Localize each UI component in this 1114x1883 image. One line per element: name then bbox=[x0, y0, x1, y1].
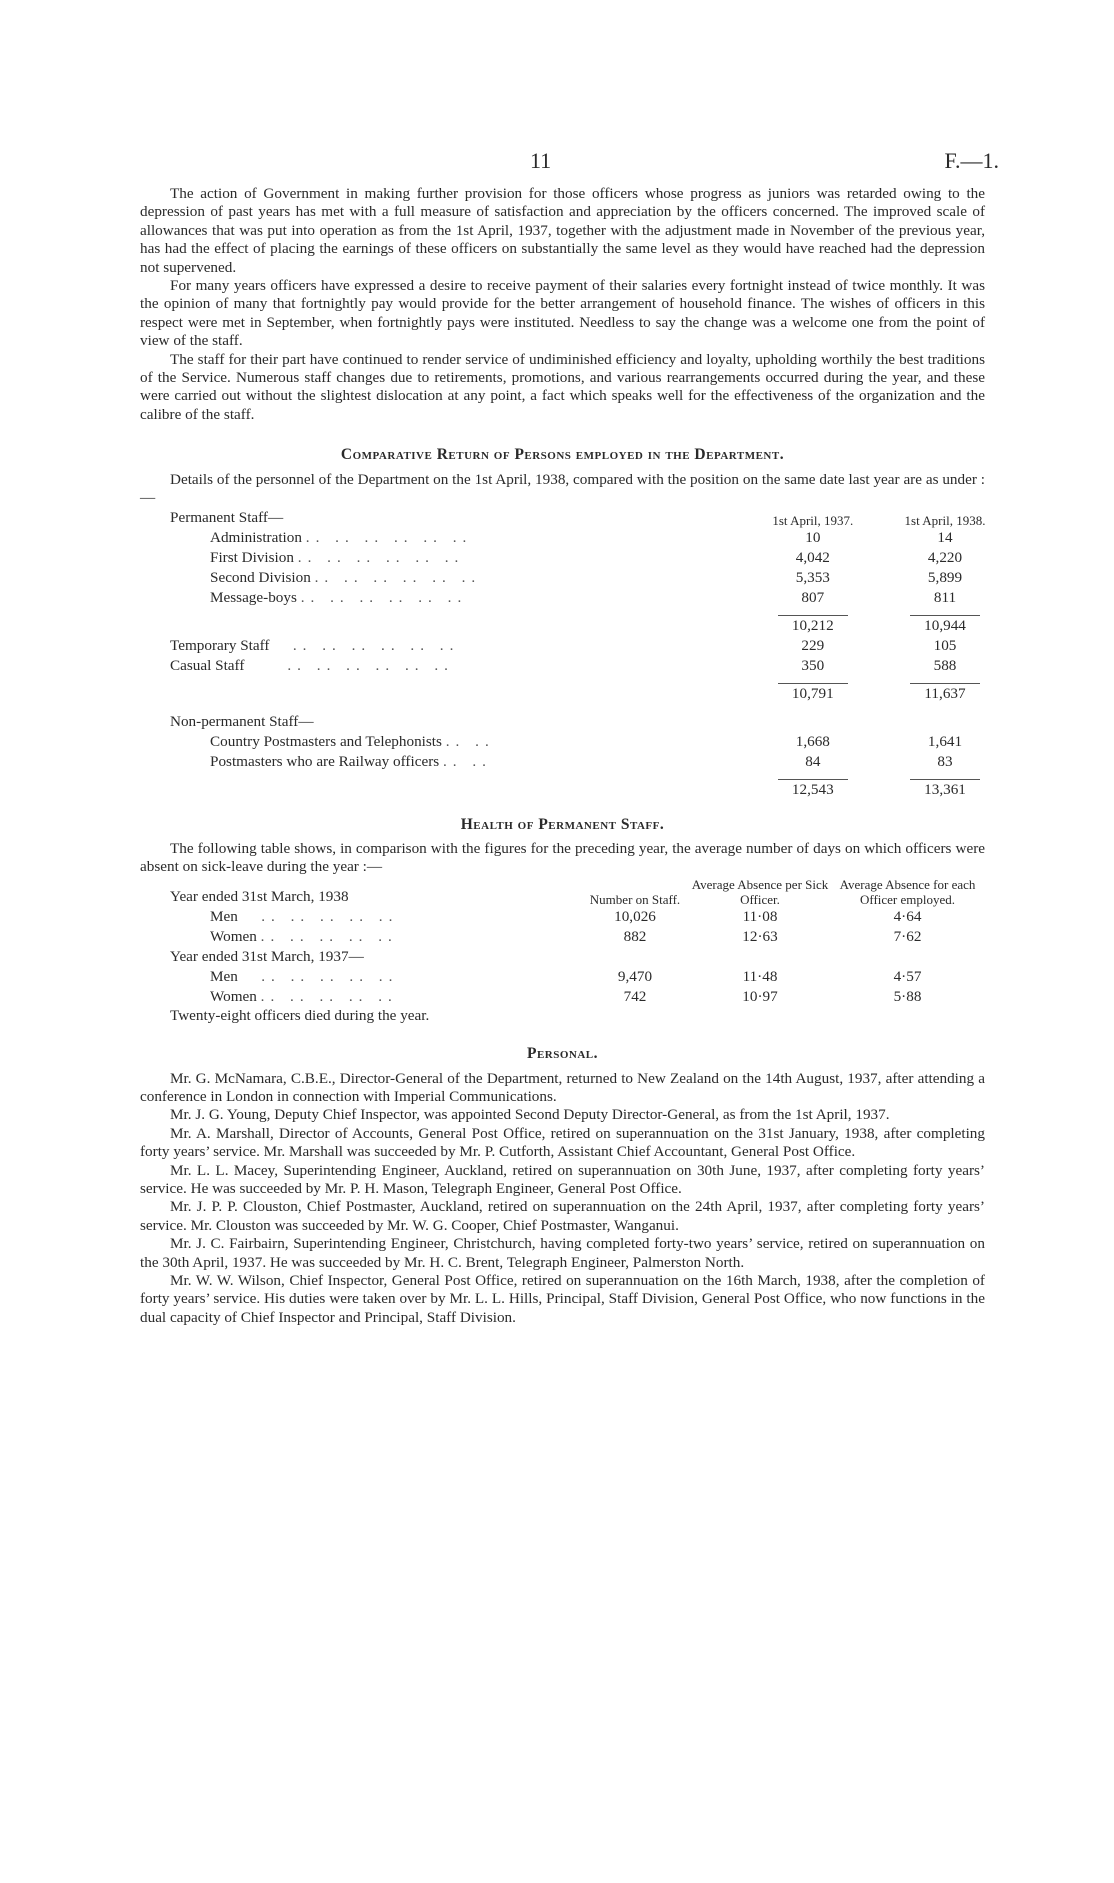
document-reference: F.—1. bbox=[944, 148, 999, 173]
section-heading-personal: Personal. bbox=[526, 1045, 599, 1063]
cell: 9,470 bbox=[617, 967, 653, 985]
total: 13,361 bbox=[924, 780, 966, 798]
table-row: Second Division .. .. .. .. .. .. 5,353 5,899 bbox=[170, 568, 1015, 588]
table-row: Message-boys .. .. .. .. .. .. 807 811 bbox=[170, 588, 1015, 608]
table-row: First Division .. .. .. .. .. .. 4,042 4,220 bbox=[170, 548, 1015, 568]
column-header: 1st April, 1937. bbox=[772, 512, 854, 528]
year-label: Year ended 31st March, 1938 bbox=[170, 887, 349, 905]
cell: 882 bbox=[623, 927, 647, 945]
row-label: First Division bbox=[210, 548, 294, 566]
table-row: Women .. .. .. .. .. 742 10·97 5·88 bbox=[170, 987, 985, 1007]
cell: 5·88 bbox=[893, 987, 922, 1005]
paragraph: Mr. J. G. Young, Deputy Chief Inspector, was appointed Second Deputy Director-General, as from the 1st April, 1937. bbox=[170, 1106, 890, 1124]
subtotal-row bbox=[170, 616, 1015, 636]
year-label: Year ended 31st March, 1937— bbox=[170, 947, 364, 965]
cell: 83 bbox=[937, 752, 953, 770]
cell: 4·57 bbox=[893, 967, 922, 985]
subtotal: 10,212 bbox=[791, 616, 834, 634]
health-intro: The following table shows, in comparison with the figures for the preceding year, the average number of days on which officers were absent on sick-leave during the year :— bbox=[140, 839, 985, 876]
paragraph: For many years officers have expressed a desire to receive payment of their salaries every fortnight instead of twice monthly. It was the opinion of many that fortnightly pay would provide for the better arrangement of household finance. The wishes of officers in this respect were met in September, when fortnightly pays were instituted. Needless to say the change was a welcome one from the point of view of the staff. bbox=[140, 277, 985, 350]
cell: 742 bbox=[623, 987, 647, 1005]
total: 12,543 bbox=[791, 780, 834, 798]
column-header: 1st April, 1938. bbox=[904, 512, 986, 528]
sum-rule bbox=[778, 615, 848, 616]
page-body bbox=[140, 185, 985, 1327]
paragraph: Mr. A. Marshall, Director of Accounts, General Post Office, retired on superannuation on the 31st January, 1938, after completing forty years’ service. Mr. Marshall was succeeded by Mr. P. Cutforth, Assistant Chief Accountant, General Post Office. bbox=[140, 1124, 985, 1161]
cell: 84 bbox=[805, 752, 821, 770]
cell: 10,026 bbox=[614, 907, 656, 925]
subtotal: 11,637 bbox=[924, 684, 966, 702]
table-row: Country Postmasters and Telephonists .. .. 1,668 1,641 bbox=[170, 732, 1015, 752]
row-label: Country Postmasters and Telephonists bbox=[210, 732, 442, 750]
cell: 5,353 bbox=[795, 568, 830, 586]
cell: 5,899 bbox=[927, 568, 963, 586]
row-label: Message-boys bbox=[210, 588, 297, 606]
row-label: Women bbox=[210, 987, 257, 1005]
cell: 350 bbox=[801, 656, 825, 674]
section-heading-health: Health of Permanent Staff. bbox=[460, 815, 665, 833]
paragraph: Mr. J. C. Fairbairn, Superintending Engineer, Christchurch, having completed forty-two years’ service, retired on superannuation on the 30th April, 1937. He was succeeded by Mr. H. C. Brent, Telegraph Engineer, Palmerston North. bbox=[140, 1235, 985, 1271]
sum-rule bbox=[910, 683, 980, 684]
comparative-intro: Details of the personnel of the Department on the 1st April, 1938, compared with the position on the same date last year are as under :— bbox=[140, 470, 985, 507]
section-heading-comparative: Comparative Return of Persons employed in the Department. bbox=[340, 446, 785, 464]
cell: 105 bbox=[933, 636, 957, 654]
cell: 11·48 bbox=[742, 967, 778, 985]
row-label: Postmasters who are Railway officers bbox=[210, 752, 440, 770]
cell: 229 bbox=[801, 636, 825, 654]
subtotal: 10,944 bbox=[924, 616, 966, 634]
row-label: Second Division bbox=[210, 568, 311, 586]
deaths-note: Twenty-eight officers died during the year. bbox=[170, 1006, 430, 1024]
paragraph: Mr. W. W. Wilson, Chief Inspector, General Post Office, retired on superannuation on the 16th March, 1938, after the completion of forty years’ service. His duties were taken over by Mr. L. L. Hills, Principal, Staff Division, General Post Office, who now functions in the dual capacity of Chief Inspector and Principal, Staff Division. bbox=[140, 1272, 985, 1326]
sum-rule bbox=[778, 683, 848, 684]
cell: 4,220 bbox=[927, 548, 963, 566]
cell: 807 bbox=[801, 588, 825, 606]
paragraph: The staff for their part have continued to render service of undiminished efficiency and loyalty, upholding worthily the best traditions of the Service. Numerous staff changes due to retirements, promotions, and various rearrangements occurred during the year, and these were carried out without the slightest dislocation at any point, a fact which speaks well for the effectiveness of the organization and the calibre of the staff. bbox=[140, 350, 985, 423]
sum-rule bbox=[910, 615, 980, 616]
paragraph: Mr. G. McNamara, C.B.E., Director-General of the Department, returned to New Zealand on the 14th August, 1937, after attending a conference in London in connection with Imperial Communications. bbox=[140, 1069, 985, 1105]
page-number: 11 bbox=[530, 148, 552, 173]
row-label: Women bbox=[210, 927, 257, 945]
column-header: Average Absence per Sick Officer. bbox=[691, 876, 829, 907]
column-header: Average Absence for each Officer employed. bbox=[839, 876, 976, 907]
cell: 4,042 bbox=[795, 548, 830, 566]
table-row: Postmasters who are Railway officers .. .. 84 83 bbox=[170, 752, 1015, 772]
table-row: Temporary Staff .. .. .. .. .. .. 229 105 bbox=[170, 636, 1015, 656]
cell: 14 bbox=[937, 528, 953, 546]
table-row: Administration .. .. .. .. .. .. 10 14 bbox=[170, 528, 1015, 548]
cell: 11·08 bbox=[742, 907, 778, 925]
page-header bbox=[0, 148, 1114, 178]
cell: 10 bbox=[805, 528, 821, 546]
cell: 7·62 bbox=[893, 927, 922, 945]
paragraph: Mr. L. L. Macey, Superintending Engineer, Auckland, retired on superannuation on 30th June, 1937, after completing forty years’ service. He was succeeded by Mr. P. H. Mason, Telegraph Engineer, General Post Office. bbox=[140, 1161, 985, 1197]
sum-rule bbox=[778, 779, 848, 780]
sum-rule bbox=[910, 779, 980, 780]
row-label: Temporary Staff bbox=[170, 636, 270, 654]
row-label: Men bbox=[210, 907, 238, 925]
table-row: Men .. .. .. .. .. 9,470 11·48 4·57 bbox=[170, 967, 985, 987]
table-row: Women .. .. .. .. .. 882 12·63 7·62 bbox=[170, 927, 985, 947]
cell: 811 bbox=[933, 588, 957, 606]
cell: 1,641 bbox=[927, 732, 963, 750]
table-row: Men .. .. .. .. .. 10,026 11·08 4·64 bbox=[170, 907, 985, 927]
subtotal-row bbox=[170, 684, 1015, 704]
row-label: Administration bbox=[210, 528, 302, 546]
table-label: Permanent Staff— bbox=[170, 508, 284, 526]
cell: 12·63 bbox=[742, 927, 778, 945]
paragraph: The action of Government in making further provision for those officers whose progress as juniors was retarded owing to the depression of past years has met with a full measure of satisfaction and appreciation by the officers concerned. The improved scale of allowances that was put into operation as from the 1st April, 1937, together with the adjustment made in November of the previous year, has had the effect of placing the earnings of these officers on substantially the same level as they would have reached had the depression not supervened. bbox=[140, 185, 985, 276]
cell: 10·97 bbox=[742, 987, 778, 1005]
total-row bbox=[170, 780, 1015, 800]
comparative-table bbox=[170, 508, 1015, 800]
table-row: Casual Staff .. .. .. .. .. .. 350 588 bbox=[170, 656, 1015, 676]
table-label: Non-permanent Staff— bbox=[170, 712, 314, 730]
row-label: Men bbox=[210, 967, 238, 985]
paragraph: Mr. J. P. P. Clouston, Chief Postmaster, Auckland, retired on superannuation on the 24th April, 1937, after completing forty years’ service. Mr. Clouston was succeeded by Mr. W. G. Cooper, Chief Postmaster, Wanganui. bbox=[140, 1198, 985, 1234]
cell: 1,668 bbox=[795, 732, 830, 750]
row-label: Casual Staff bbox=[170, 656, 245, 674]
column-header: Number on Staff. bbox=[589, 891, 681, 907]
subtotal: 10,791 bbox=[791, 684, 834, 702]
health-table bbox=[170, 877, 985, 1007]
cell: 4·64 bbox=[893, 907, 922, 925]
cell: 588 bbox=[933, 656, 957, 674]
